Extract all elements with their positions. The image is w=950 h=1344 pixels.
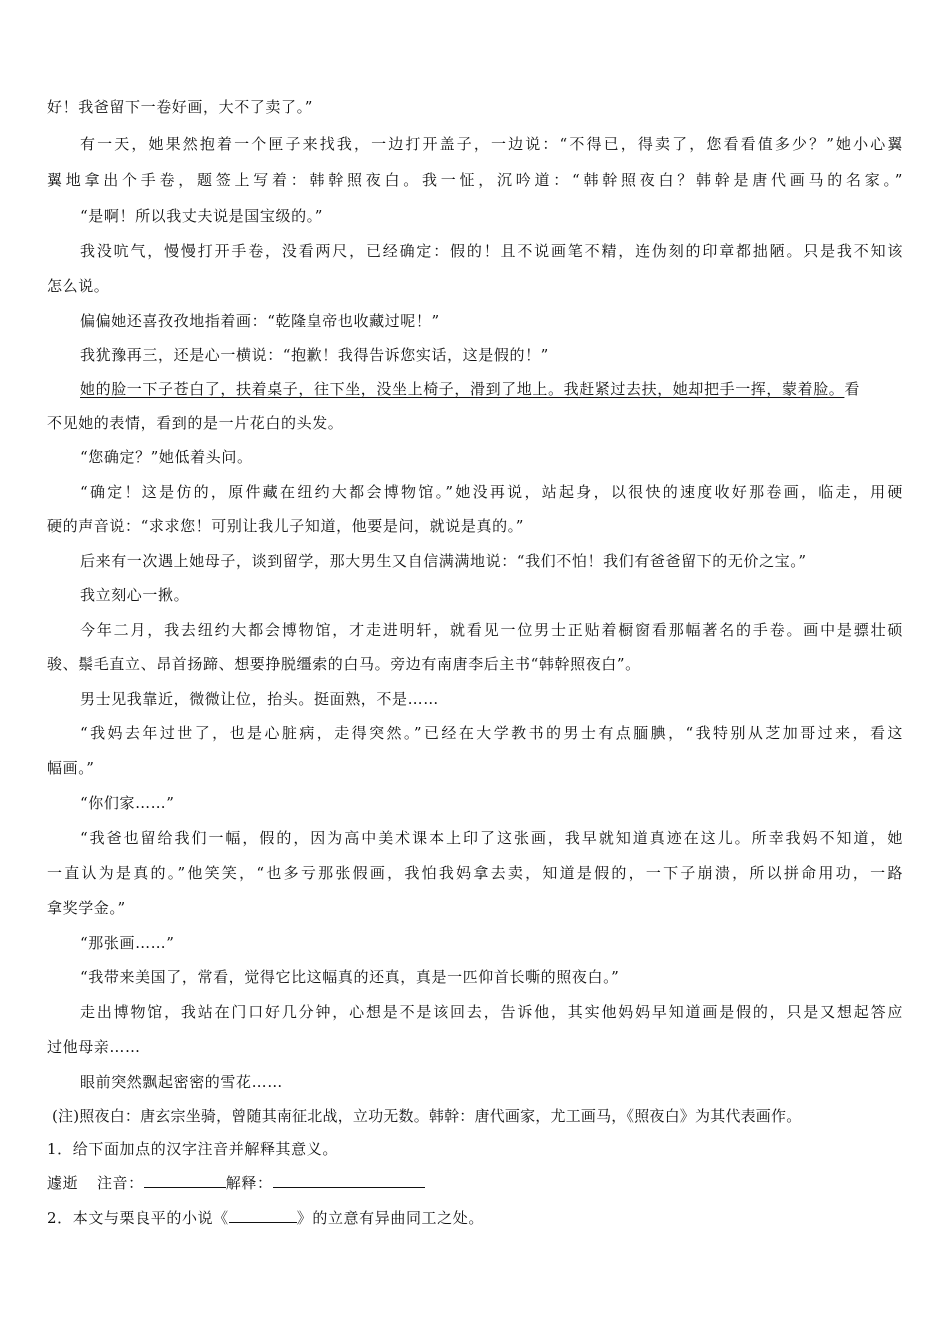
story-line-16: 今年二月，我去纽约大都会博物馆，才走进明轩，就看见一位男士正贴着橱窗看那幅著名的手卷。画中是骠壮硕 (80, 621, 903, 639)
story-line-18: 男士见我靠近，微微让位，抬头。挺面熟，不是…… (80, 690, 439, 708)
question-1: 1．给下面加点的汉字注音并解释其意义。 (47, 1140, 338, 1158)
story-line-1: 好！我爸留下一卷好画，大不了卖了。” (47, 98, 313, 116)
story-line-23: 一直认为是真的。”他笑笑，“也多亏那张假画，我怕我妈拿去卖，知道是假的，一下子崩溃，所以拼命用功，一路 (47, 864, 903, 882)
story-line-3: 翼地拿出个手卷，题签上写着：韩幹照夜白。我一怔，沉吟道：“韩幹照夜白？韩幹是唐代画马的名家。” (47, 171, 903, 189)
story-line-12: “确定！这是仿的，原件藏在纽约大都会博物馆。”她没再说，站起身，以很快的速度收好那卷画，临走，用硬 (80, 483, 903, 501)
underlined-sentence: 她的脸一下子苍白了，扶着桌子，往下坐，没坐上椅子，滑到了地上。我赶紧过去扶，她却把手一挥，蒙着脸。 (80, 380, 845, 398)
story-line-25: “那张画……” (80, 934, 175, 952)
pinyin-label: 注音： (96, 1174, 144, 1192)
story-line-13: 硬的声音说：“求求您！可别让我儿子知道，他要是问，就说是真的。” (47, 517, 525, 535)
story-line-10: 不见她的表情，看到的是一片花白的头发。 (47, 414, 344, 432)
story-line-19: “我妈去年过世了，也是心脏病，走得突然。”已经在大学教书的男士有点腼腆，“我特别从芝加哥过来，看这 (80, 724, 903, 742)
annotation-note: (注)照夜白：唐玄宗坐骑，曾随其南征北战，立功无数。韩幹：唐代画家，尤工画马，《照夜白》为其代表画作。 (52, 1107, 802, 1125)
story-line-7: 偏偏她还喜孜孜地指着画：“乾隆皇帝也收藏过呢！” (80, 312, 440, 330)
story-line-28: 过他母亲…… (47, 1038, 141, 1056)
story-line-15: 我立刻心一揪。 (80, 586, 190, 604)
story-line-29: 眼前突然飘起密密的雪花…… (80, 1073, 283, 1091)
story-line-14: 后来有一次遇上她母子，谈到留学，那大男生又自信满满地说：“我们不怕！我们有爸爸留下的无价之宝。” (80, 552, 807, 570)
pinyin-blank[interactable] (144, 1172, 226, 1188)
question-2-prefix: 2．本文与栗良平的小说《 (47, 1209, 229, 1227)
story-line-27: 走出博物馆，我站在门口好几分钟，心想是不是该回去，告诉他，其实他妈妈早知道画是假的，只是又想起答应 (80, 1003, 903, 1021)
story-line-26: “我带来美国了，常看，觉得它比这幅真的还真，真是一匹仰首长嘶的照夜白。” (80, 968, 620, 986)
story-line-17: 骏、鬃毛直立、昂首扬蹄、想要挣脱缰索的白马。旁边有南唐李后主书“韩幹照夜白”。 (47, 655, 641, 673)
story-line-21: “你们家……” (80, 794, 175, 812)
dotted-word: 遽逝 (47, 1174, 79, 1192)
story-line-9-tail: 看 (844, 380, 861, 398)
story-line-8: 我犹豫再三，还是心一横说：“抱歉！我得告诉您实话，这是假的！” (80, 346, 549, 364)
story-line-20: 幅画。” (47, 759, 95, 777)
story-line-6: 怎么说。 (47, 277, 110, 295)
story-line-9 (80, 378, 903, 400)
question-1-answer-row (47, 1172, 647, 1194)
novel-title-blank[interactable] (229, 1207, 297, 1223)
question-2 (47, 1207, 747, 1229)
story-line-24: 拿奖学金。” (47, 899, 126, 917)
story-line-5: 我没吭气，慢慢打开手卷，没看两尺，已经确定：假的！且不说画笔不精，连伪刻的印章都拙陋。只是我不知该 (80, 242, 903, 260)
question-2-suffix: 》的立意有异曲同工之处。 (296, 1209, 484, 1227)
story-line-4: “是啊！所以我丈夫说是国宝级的。” (80, 207, 324, 225)
story-line-22: “我爸也留给我们一幅，假的，因为高中美术课本上印了这张画，我早就知道真迹在这儿。所幸我妈不知道，她 (80, 829, 903, 847)
story-line-11: “您确定？”她低着头问。 (80, 448, 253, 466)
story-line-2: 有一天，她果然抱着一个匣子来找我，一边打开盖子，一边说：“不得已，得卖了，您看看值多少？”她小心翼 (80, 135, 903, 153)
explain-blank[interactable] (273, 1172, 425, 1188)
explain-label: 解释： (225, 1174, 273, 1192)
